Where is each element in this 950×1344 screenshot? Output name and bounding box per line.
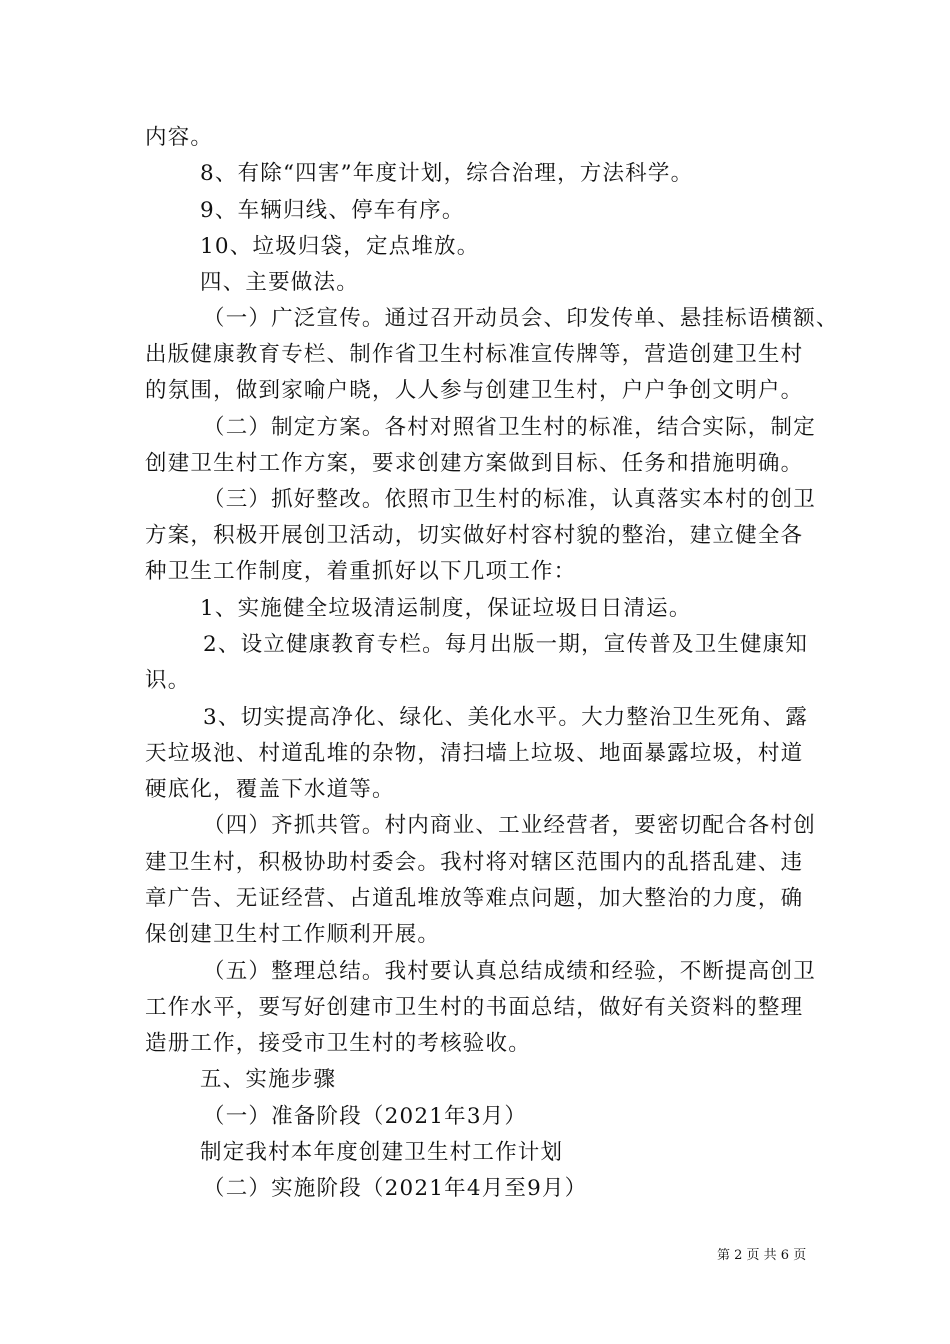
text-line: 创建卫生村工作方案，要求创建方案做到目标、任务和措施明确。 [145, 451, 804, 476]
text-line: 9、车辆归线、停车有序。 [200, 198, 465, 223]
text-line: 3、切实提高净化、绿化、美化水平。大力整治卫生死角、露 [203, 705, 809, 730]
text-line: （二）制定方案。各村对照省卫生村的标准，结合实际，制定 [203, 415, 816, 440]
text-line: 内容。 [145, 125, 214, 150]
text-line: 制定我村本年度创建卫生村工作计划 [200, 1140, 564, 1165]
text-line: 2、设立健康教育专栏。每月出版一期，宣传普及卫生健康知 [203, 632, 809, 657]
text-line: 天垃圾池、村道乱堆的杂物，清扫墙上垃圾、地面暴露垃圾，村道 [145, 741, 804, 766]
text-line: 五、实施步骤 [200, 1067, 337, 1092]
text-line: 1、实施健全垃圾清运制度，保证垃圾日日清运。 [200, 596, 692, 621]
text-line: 造册工作，接受市卫生村的考核验收。 [145, 1031, 531, 1056]
text-line: 出版健康教育专栏、制作省卫生村标准宣传牌等，营造创建卫生村 [145, 342, 804, 367]
text-line: （五）整理总结。我村要认真总结成绩和经验，不断提高创卫 [203, 959, 816, 984]
text-line: 8、有除“四害”年度计划，综合治理，方法科学。 [200, 161, 694, 186]
page-number-footer: 第 2 页 共 6 页 [717, 1248, 807, 1263]
text-line: 工作水平，要写好创建市卫生村的书面总结，做好有关资料的整理 [145, 995, 804, 1020]
text-line: 种卫生工作制度，着重抓好以下几项工作： [145, 559, 577, 584]
text-line: （四）齐抓共管。村内商业、工业经营者，要密切配合各村创 [203, 813, 816, 838]
text-line: 识。 [145, 668, 191, 693]
text-line: （二）实施阶段（2021年4月至9月） [203, 1176, 588, 1201]
text-line: （一）广泛宣传。通过召开动员会、印发传单、悬挂标语横额、 [203, 306, 839, 331]
text-line: （三）抓好整改。依照市卫生村的标准，认真落实本村的创卫 [203, 487, 816, 512]
text-line: 建卫生村，积极协助村委会。我村将对辖区范围内的乱搭乱建、违 [145, 850, 804, 875]
text-line: 章广告、无证经营、占道乱堆放等难点问题，加大整治的力度，确 [145, 886, 804, 911]
text-line: （一）准备阶段（2021年3月） [203, 1104, 528, 1129]
text-line: 10、垃圾归袋，定点堆放。 [200, 234, 480, 259]
text-line: 保创建卫生村工作顺利开展。 [145, 922, 441, 947]
text-line: 方案，积极开展创卫活动，切实做好村容村貌的整治，建立健全各 [145, 523, 804, 548]
text-line: 四、主要做法。 [200, 270, 359, 295]
text-line: 的氛围，做到家喻户晓，人人参与创建卫生村，户户争创文明户。 [145, 378, 804, 403]
text-line: 硬底化，覆盖下水道等。 [145, 777, 395, 802]
